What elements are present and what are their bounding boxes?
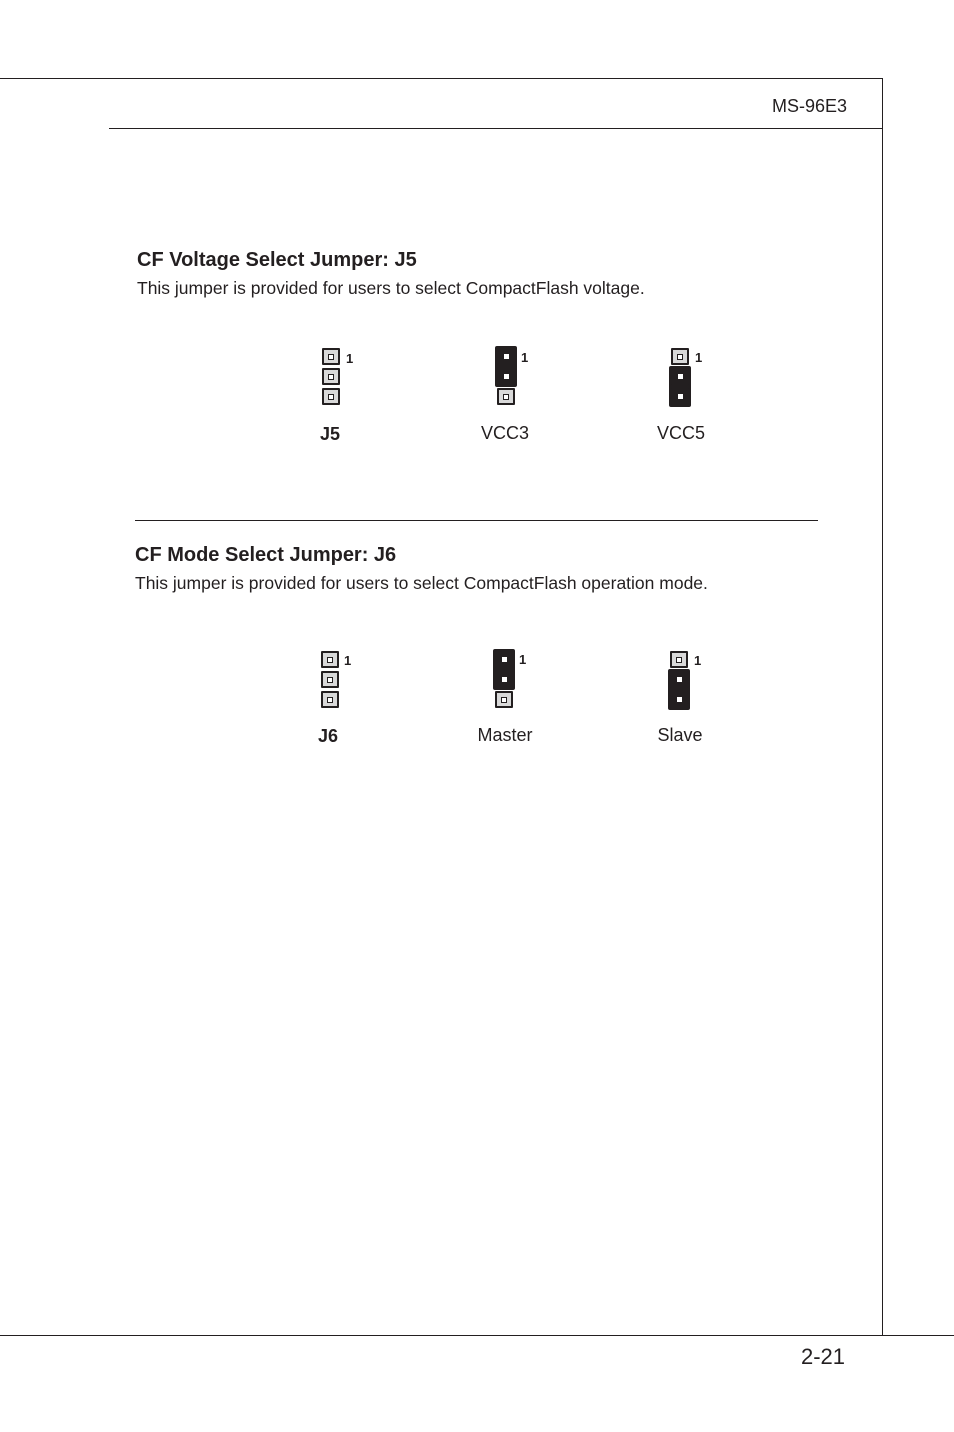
pin-2 <box>321 671 339 688</box>
pin-1 <box>321 651 339 668</box>
pin-1 <box>670 651 688 668</box>
pin-header <box>497 348 519 408</box>
jumper-label: Master <box>477 725 533 745</box>
section-title-j6: CF Mode Select Jumper: J6 <box>135 544 397 566</box>
jumper-label: VCC5 <box>656 423 706 443</box>
pin-1 <box>497 348 515 365</box>
pin-3 <box>670 691 688 708</box>
pin-2 <box>322 368 340 385</box>
top-rule <box>0 78 883 79</box>
pin-header <box>322 348 344 408</box>
pin-2 <box>495 671 513 688</box>
pin-2 <box>671 368 689 385</box>
pin-1 <box>322 348 340 365</box>
pin-1 <box>671 348 689 365</box>
pin-3 <box>322 388 340 405</box>
pin-header <box>670 651 692 711</box>
pin-header <box>671 348 693 408</box>
pin-2 <box>670 671 688 688</box>
pin-header <box>321 651 343 711</box>
jumper-label: J5 <box>319 424 341 444</box>
page-number: 2-21 <box>800 1344 845 1369</box>
pin-header <box>495 651 517 711</box>
pin1-marker: 1 <box>694 653 702 668</box>
jumper-label: VCC3 <box>480 423 530 443</box>
pin1-marker: 1 <box>519 652 527 667</box>
pin1-marker: 1 <box>695 350 703 365</box>
section-desc-j5: This jumper is provided for users to select CompactFlash voltage. <box>137 278 645 298</box>
pin1-marker: 1 <box>344 653 352 668</box>
pin1-marker: 1 <box>346 351 354 366</box>
section-desc-j6: This jumper is provided for users to select CompactFlash operation mode. <box>135 573 708 593</box>
pin-3 <box>671 388 689 405</box>
section-title-j5: CF Voltage Select Jumper: J5 <box>137 249 417 271</box>
pin-3 <box>495 691 513 708</box>
pin-1 <box>495 651 513 668</box>
pin-3 <box>321 691 339 708</box>
section-divider <box>135 520 818 521</box>
pin-3 <box>497 388 515 405</box>
header-rule <box>109 128 883 129</box>
right-margin-rule <box>882 78 883 1336</box>
jumper-label: J6 <box>317 726 339 746</box>
pin-2 <box>497 368 515 385</box>
model-number: MS-96E3 <box>771 96 847 116</box>
pin1-marker: 1 <box>521 350 529 365</box>
bottom-rule <box>0 1335 954 1336</box>
jumper-label: Slave <box>657 725 703 745</box>
